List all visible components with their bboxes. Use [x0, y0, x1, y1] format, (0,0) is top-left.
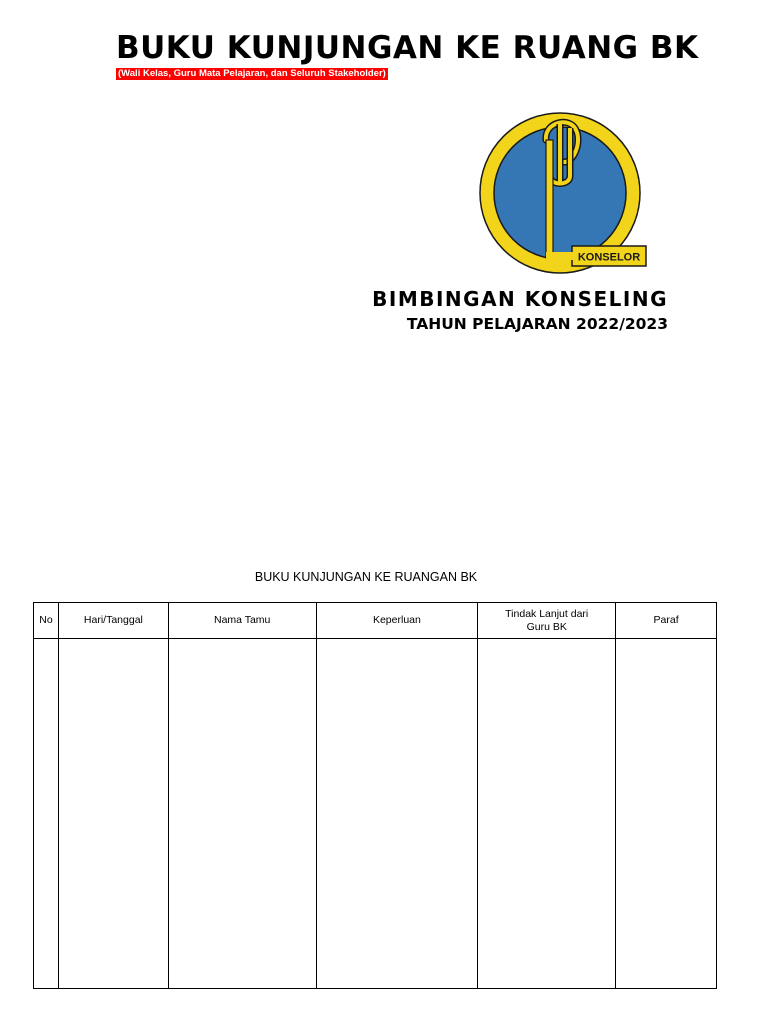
visit-log-table: [33, 602, 717, 989]
table-cell: [316, 639, 478, 989]
column-header-follow-up: Tindak Lanjut dari Guru BK: [478, 603, 616, 639]
table-row: [34, 639, 717, 989]
school-year: TAHUN PELAJARAN 2022/2023: [406, 315, 668, 333]
table-cell: [58, 639, 168, 989]
program-name: BIMBINGAN KONSELING: [372, 287, 668, 311]
table-cell: [478, 639, 616, 989]
column-header-guest-name: Nama Tamu: [168, 603, 316, 639]
table-cell: [168, 639, 316, 989]
konselor-logo: [474, 112, 648, 274]
table-cell: [34, 639, 59, 989]
page-title: BUKU KUNJUNGAN KE RUANG BK: [116, 30, 699, 66]
subtitle-badge: (Wali Kelas, Guru Mata Pelajaran, dan Seluruh Stakeholder): [118, 68, 386, 79]
column-header-purpose: Keperluan: [316, 603, 478, 639]
table-title: BUKU KUNJUNGAN KE RUANGAN BK: [254, 570, 478, 584]
logo-label: KONSELOR: [577, 251, 641, 264]
table-cell: [616, 639, 717, 989]
column-header-date: Hari/Tanggal: [58, 603, 168, 639]
column-header-signature: Paraf: [616, 603, 717, 639]
table-header-row: [34, 603, 717, 639]
column-header-no: No: [34, 603, 59, 639]
